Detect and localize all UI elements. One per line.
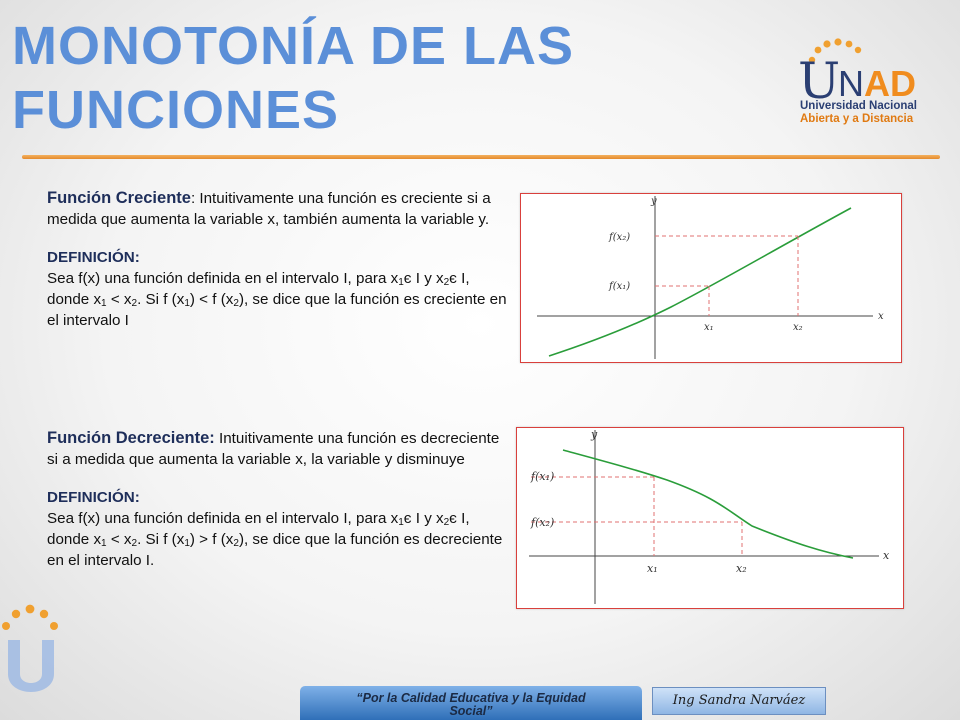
logo-letters-ad: AD — [864, 63, 916, 104]
author-signature: Ing Sandra Narváez — [652, 687, 826, 715]
increasing-intro-text: : Intuitivamente una función es creciente si a medida que aumenta la variable x, también aumenta la variable y. — [47, 190, 491, 228]
unad-logo-mark — [796, 38, 936, 104]
decreasing-definition-text: Sea f(x) una función definida en el intervalo I, para $x_1є$ I y $x_2є$ I, donde $x_1 < x_2$. Si f $(x_1) > f$ $(x_2)$, se dice que la función es decreciente en el intervalo I. — [47, 510, 503, 569]
decreasing-x2-label: x₂ — [736, 562, 747, 575]
decreasing-x1-label: x₁ — [647, 562, 658, 575]
footer-slogan-line2: Social” — [449, 704, 493, 718]
title-divider — [22, 155, 940, 159]
decreasing-curve — [563, 450, 853, 558]
logo-letter-u: U — [798, 52, 841, 104]
increasing-y-axis-label: y — [651, 196, 657, 207]
decreasing-graph — [516, 427, 904, 609]
logo-line2: Abierta y a Distancia — [800, 113, 914, 125]
decreasing-definition-label: DEFINICIÓN: — [47, 489, 140, 506]
decreasing-intro-text: Intuitivamente una función es decreciente si a medida que aumenta la variable x, la variable y disminuye — [47, 430, 500, 468]
increasing-graph — [520, 193, 902, 363]
decorative-u-letter — [8, 640, 54, 692]
increasing-heading: Función Creciente — [47, 189, 191, 207]
decreasing-fx2-label: f(x₂) — [531, 516, 555, 529]
increasing-definition-text: Sea f(x) una función definida en el intervalo I, para $x_1є$ I y $x_2є$ I, donde $x_1 < x_2$. Si f $(x_1) < f$ $(x_2)$, se dice que la función es creciente en el intervalo I — [47, 270, 507, 329]
decreasing-fx1-label: f(x₁) — [531, 470, 555, 483]
slide-title — [12, 14, 652, 142]
footer-slogan — [300, 692, 642, 718]
increasing-section — [47, 188, 512, 331]
increasing-fx1-label: f(x₁) — [609, 281, 631, 292]
decreasing-y-axis-label: y — [591, 428, 598, 441]
logo-line1: Universidad Nacional — [800, 100, 917, 112]
increasing-x2-label: x₂ — [793, 322, 803, 333]
increasing-fx2-label: f(x₂) — [609, 232, 631, 243]
slide-title-line1: MONOTONÍA DE LAS — [12, 16, 575, 76]
decreasing-intro — [47, 428, 512, 470]
decreasing-x-axis-label: x — [883, 549, 890, 562]
increasing-x1-label: x₁ — [704, 322, 714, 333]
increasing-curve — [549, 208, 851, 356]
increasing-definition-label: DEFINICIÓN: — [47, 249, 140, 266]
increasing-intro — [47, 188, 512, 230]
decreasing-heading: Función Decreciente: — [47, 429, 215, 447]
footer-slogan-line1: “Por la Calidad Educativa y la Equidad — [356, 691, 586, 705]
slide-title-line2: FUNCIONES — [12, 80, 340, 140]
unad-logo — [796, 38, 936, 130]
decorative-u-logo — [0, 604, 64, 700]
decreasing-section — [47, 428, 512, 571]
decorative-dots-arc — [2, 605, 58, 630]
increasing-x-axis-label: x — [878, 311, 884, 322]
logo-letter-n: N — [838, 63, 864, 104]
